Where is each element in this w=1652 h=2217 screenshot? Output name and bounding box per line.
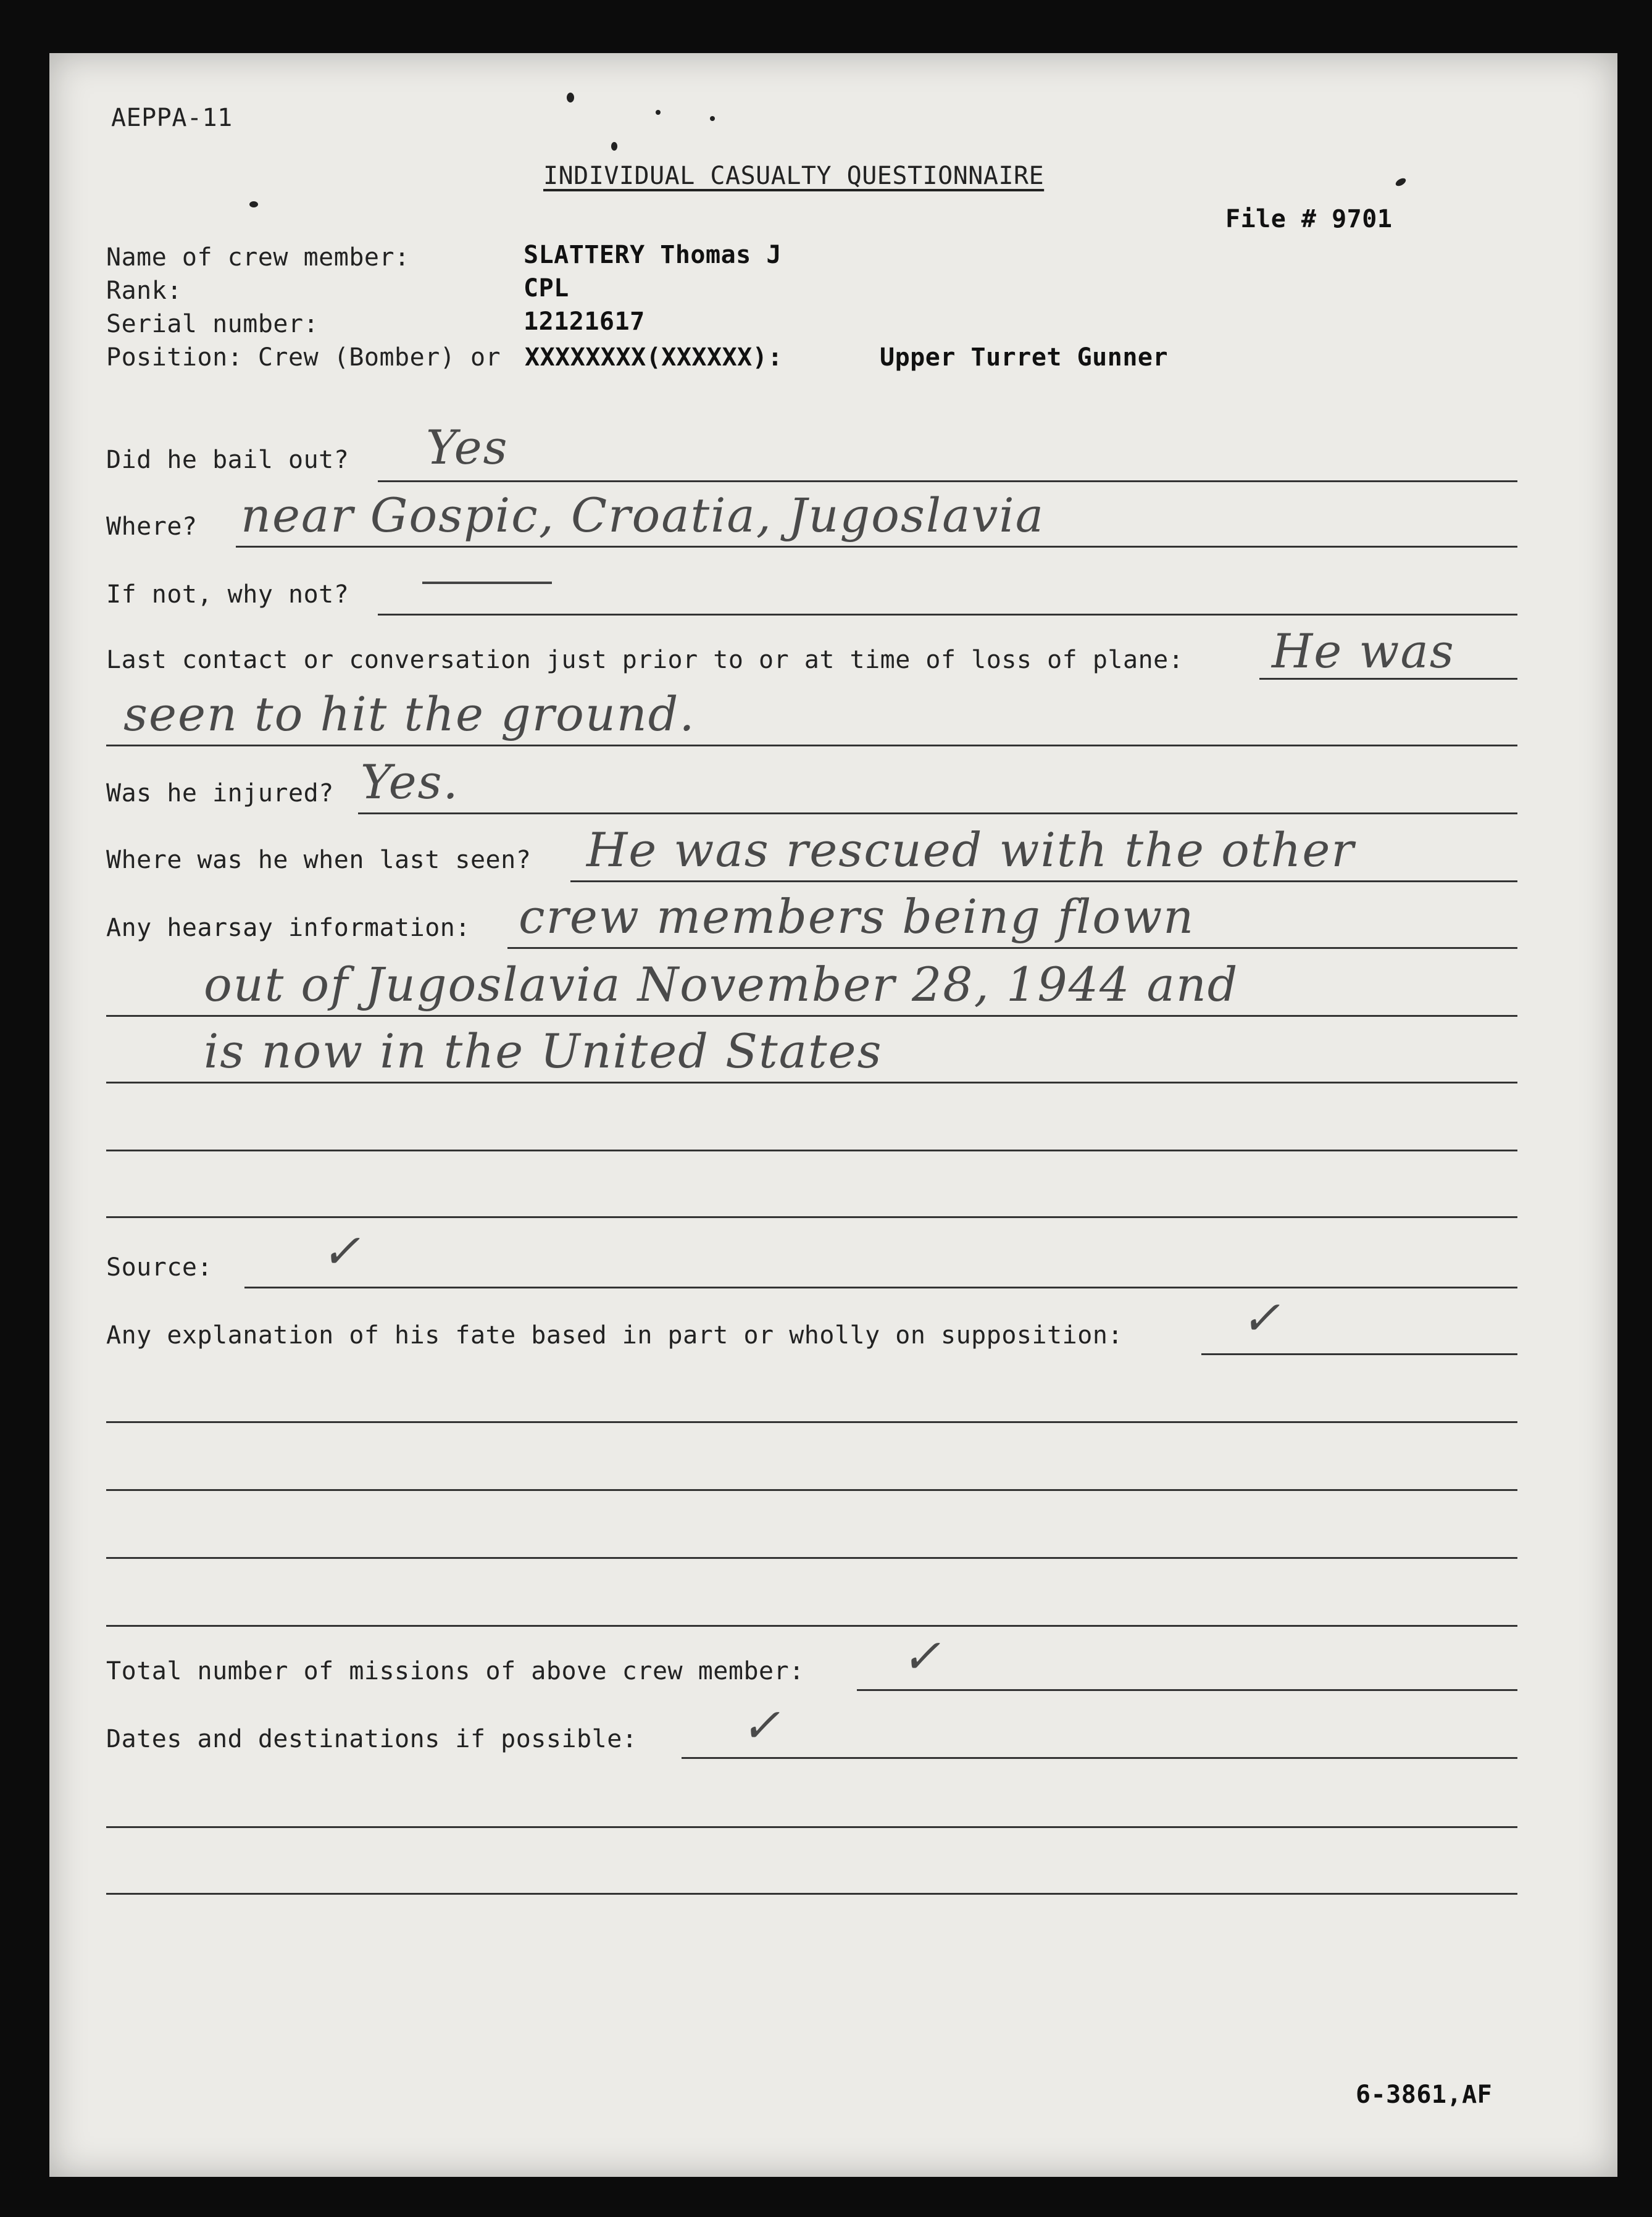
injured-line <box>358 812 1517 814</box>
source-label: Source: <box>106 1253 213 1282</box>
blank-line <box>106 1150 1517 1151</box>
bail-label: Did he bail out? <box>106 446 349 474</box>
contact-answer-1: He was <box>1272 624 1455 678</box>
explanation-check: ✓ <box>1241 1290 1282 1345</box>
contact-line-2 <box>106 745 1517 746</box>
where-answer: near Gospic, Croatia, Jugoslavia <box>241 488 1045 543</box>
blank-line <box>106 1557 1517 1559</box>
name-value: SLATTERY Thomas J <box>524 241 782 269</box>
explanation-line <box>1201 1353 1517 1355</box>
missions-line <box>857 1689 1517 1691</box>
blank-line <box>106 1489 1517 1491</box>
rank-value: CPL <box>524 274 569 303</box>
blank-line <box>106 1216 1517 1218</box>
why-line <box>378 614 1517 616</box>
name-label: Name of crew member: <box>106 243 410 272</box>
injured-label: Was he injured? <box>106 779 334 808</box>
source-check: ✓ <box>321 1224 362 1279</box>
last-seen-line <box>570 880 1517 882</box>
injured-answer: Yes. <box>361 754 459 809</box>
dates-line <box>682 1757 1517 1759</box>
explanation-label: Any explanation of his fate based in part or wholly on supposition: <box>106 1321 1123 1350</box>
hearsay-line-3 <box>106 1082 1517 1083</box>
source-line <box>244 1287 1517 1288</box>
missions-check: ✓ <box>901 1629 942 1684</box>
missions-label: Total number of missions of above crew member: <box>106 1657 804 1685</box>
hearsay-label: Any hearsay information: <box>106 914 470 942</box>
hearsay-answer-1: crew members being flown <box>519 889 1195 944</box>
speck <box>567 93 574 102</box>
where-label: Where? <box>106 512 198 541</box>
bail-line <box>378 480 1517 482</box>
rank-label: Rank: <box>106 277 182 305</box>
where-line <box>236 546 1517 548</box>
form-title: INDIVIDUAL CASUALTY QUESTIONNAIRE <box>543 162 1045 190</box>
hearsay-answer-2: out of Jugoslavia November 28, 1944 and <box>204 957 1239 1012</box>
position-label: Position: Crew (Bomber) or <box>106 343 501 372</box>
hearsay-answer-3: is now in the United States <box>204 1024 883 1079</box>
blank-line <box>106 1893 1517 1895</box>
form-id: AEPPA-11 <box>111 104 233 132</box>
why-dash <box>422 582 552 584</box>
why-label: If not, why not? <box>106 580 349 609</box>
speck <box>710 116 715 121</box>
hearsay-line-1 <box>507 947 1517 949</box>
speck <box>611 142 617 151</box>
position-value: Upper Turret Gunner <box>880 343 1169 372</box>
dates-check: ✓ <box>741 1698 782 1753</box>
blank-line <box>106 1625 1517 1627</box>
serial-value: 12121617 <box>524 307 645 336</box>
dates-label: Dates and destinations if possible: <box>106 1725 638 1753</box>
serial-label: Serial number: <box>106 310 319 338</box>
last-seen-label: Where was he when last seen? <box>106 846 532 874</box>
contact-answer-2: seen to hit the ground. <box>123 687 696 741</box>
form-number: 6-3861,AF <box>1356 2081 1493 2109</box>
position-struck-text: XXXXXXXX(XXXXXX): <box>525 343 783 372</box>
hearsay-line-2 <box>106 1015 1517 1017</box>
bail-answer: Yes <box>426 420 509 475</box>
speck <box>249 201 258 207</box>
questionnaire-page <box>49 53 1617 2177</box>
blank-line <box>106 1826 1517 1828</box>
file-number: File # 9701 <box>1225 205 1393 233</box>
blank-line <box>106 1421 1517 1423</box>
contact-label: Last contact or conversation just prior to or at time of loss of plane: <box>106 646 1184 674</box>
speck <box>656 110 661 115</box>
last-seen-answer: He was rescued with the other <box>586 822 1355 877</box>
